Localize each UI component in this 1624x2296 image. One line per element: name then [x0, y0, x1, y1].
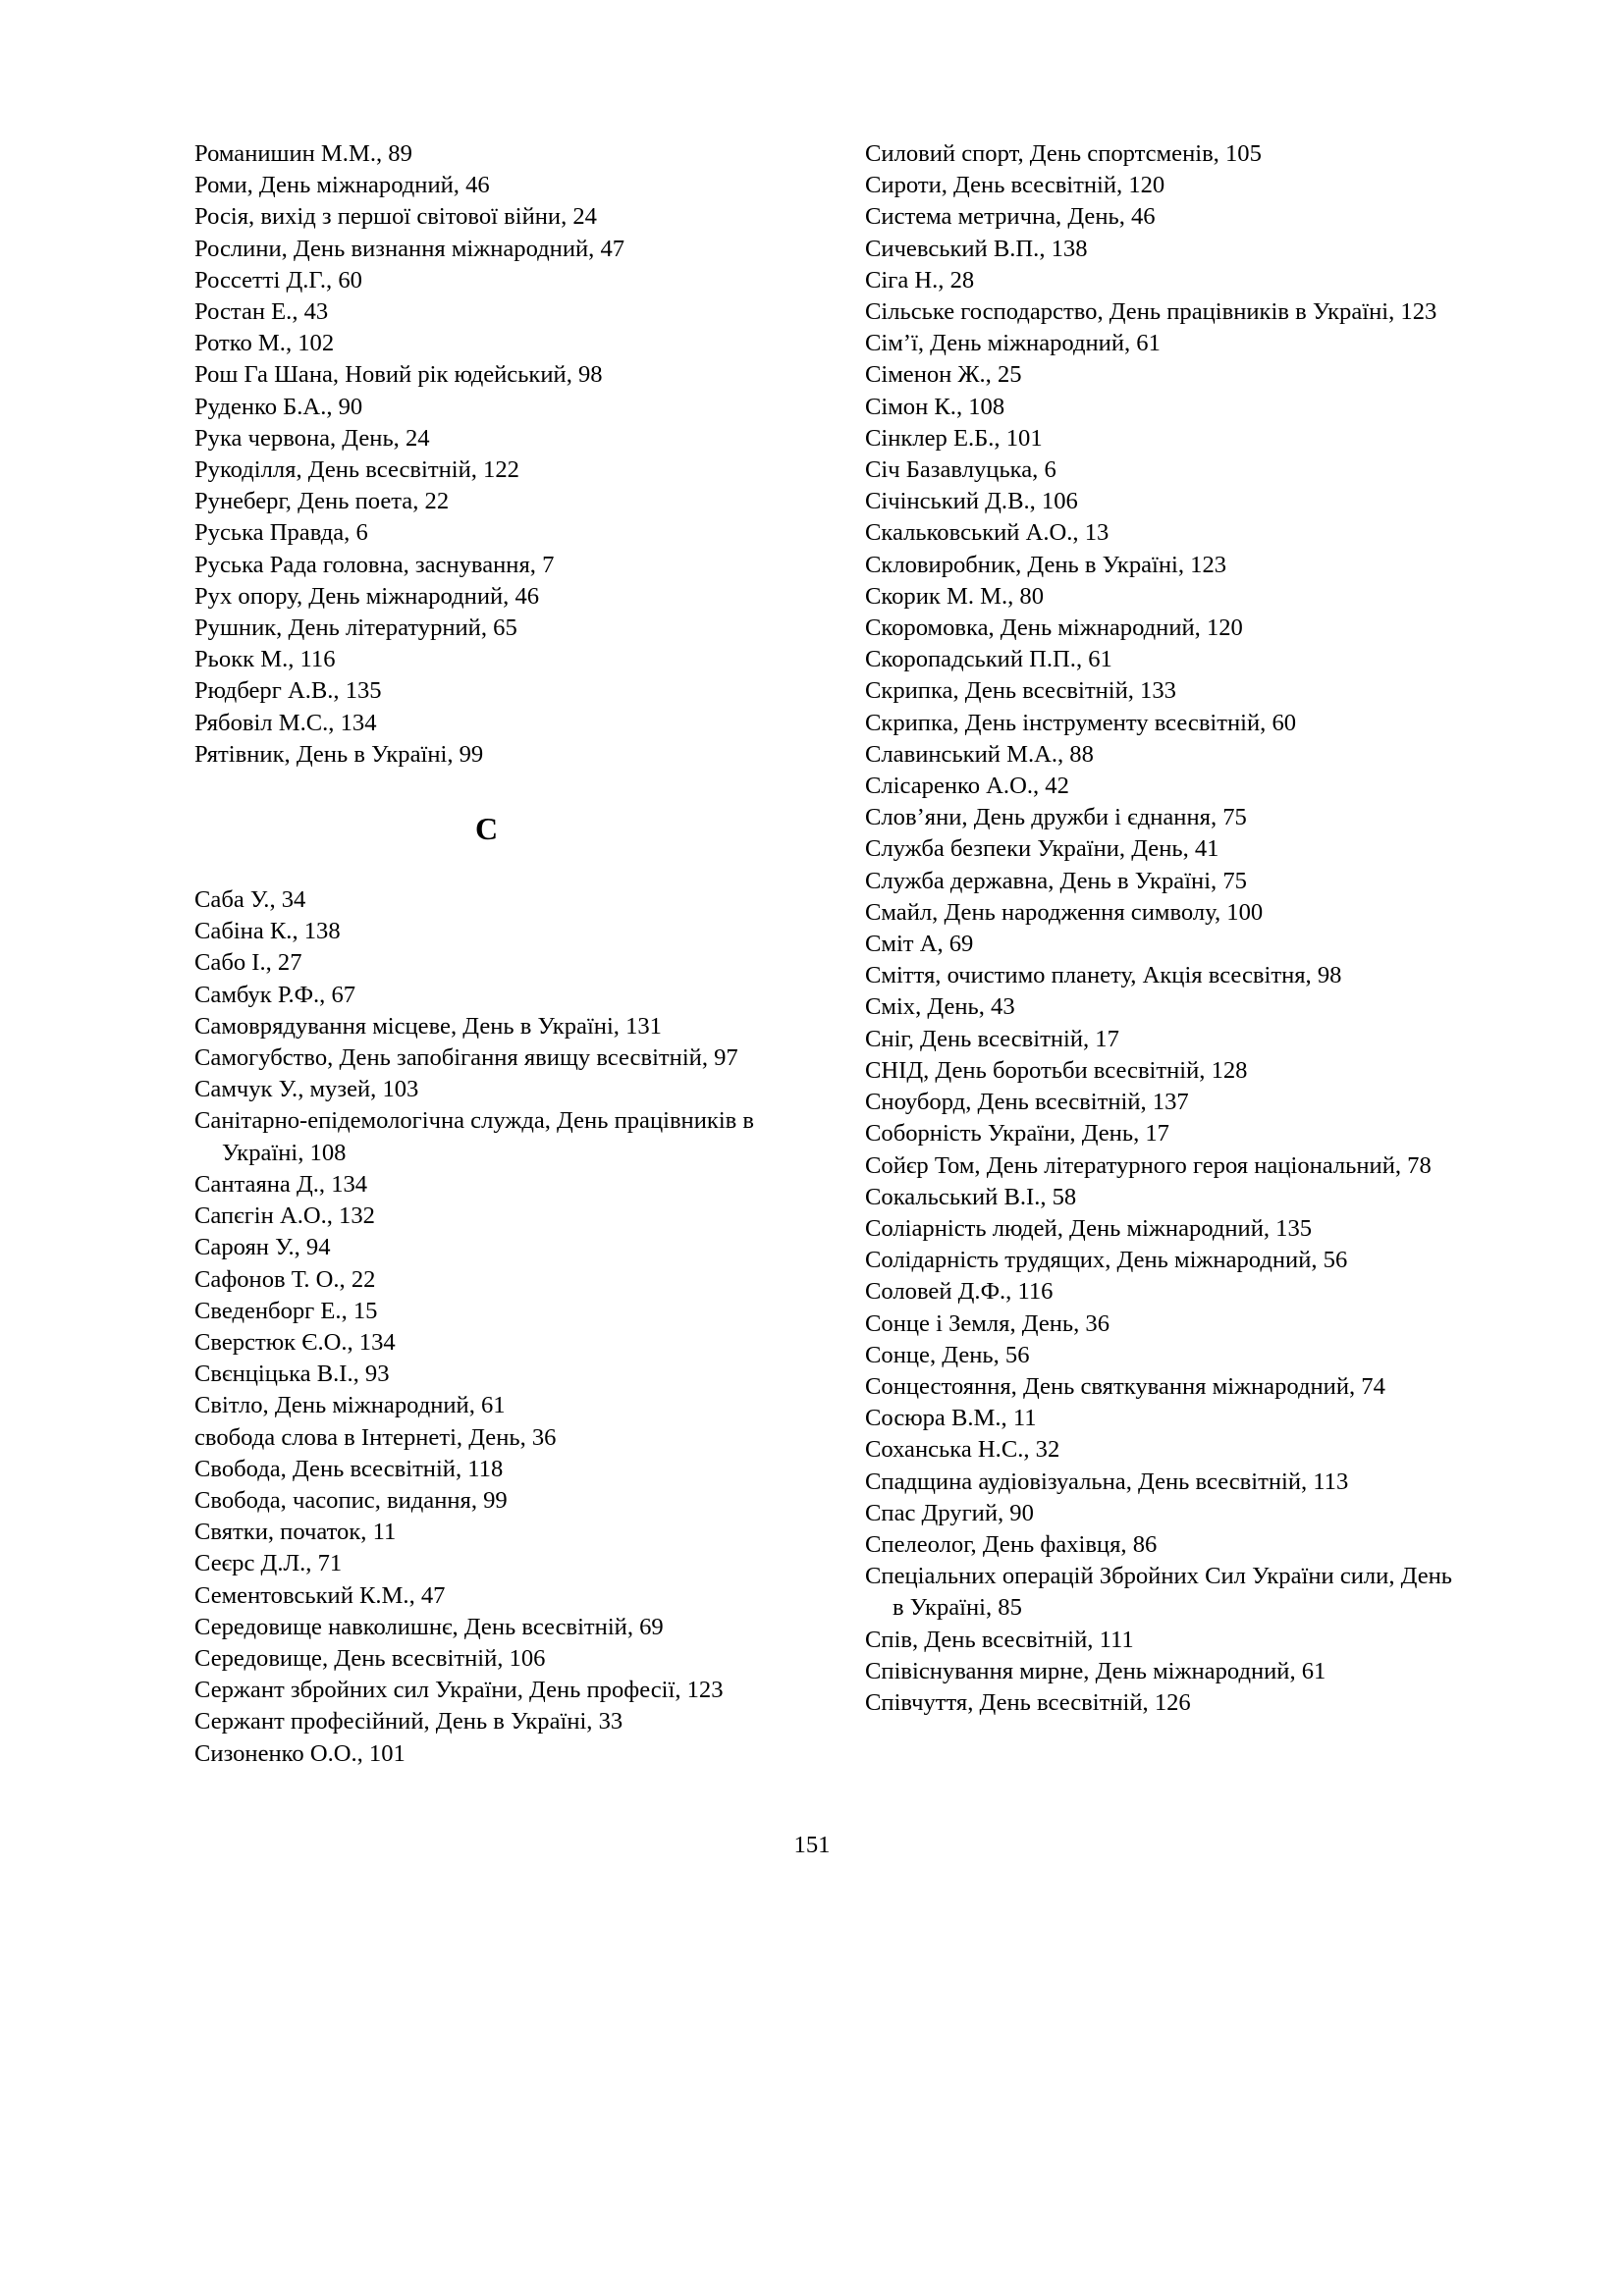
- index-entry: Співіснування мирне, День міжнародний, 61: [865, 1657, 1326, 1684]
- index-entry: Сільське господарство, День працівників в Україні, 123: [865, 298, 1437, 326]
- index-entry: СНІД, День боротьби всесвітній, 128: [865, 1056, 1248, 1084]
- index-entry: Сабіна К., 138: [194, 918, 341, 945]
- index-entry: Сім’ї, День міжнародний, 61: [865, 330, 1161, 357]
- index-entry: Свобода, часопис, видання, 99: [194, 1486, 508, 1514]
- index-entry: Рьокк М., 116: [194, 646, 336, 673]
- index-entry: Спеціальних операцій Збройних Сил України сили, День в Україні, 85: [865, 1563, 1452, 1622]
- index-entry: Ростан Е., 43: [194, 298, 329, 326]
- index-entry: Романишин М.М., 89: [194, 140, 412, 167]
- index-entry: Сержант збройних сил України, День професії, 123: [194, 1677, 724, 1704]
- index-entry: Спадщина аудіовізуальна, День всесвітній, 113: [865, 1468, 1349, 1495]
- index-entry: Сміття, очистимо планету, Акція всесвітня, 98: [865, 962, 1342, 989]
- index-entry: Соловей Д.Ф., 116: [865, 1278, 1054, 1306]
- index-entry: Сантаяна Д., 134: [194, 1170, 368, 1198]
- index-entry: Сержант професійний, День в Україні, 33: [194, 1708, 623, 1735]
- index-entry: Система метрична, День, 46: [865, 203, 1156, 231]
- index-entry: Служба безпеки України, День, 41: [865, 835, 1219, 863]
- index-entry: Спів, День всесвітній, 111: [865, 1626, 1134, 1653]
- index-entries-s-right: [865, 138, 1454, 1719]
- index-entry: Самоврядування місцеве, День в Україні, 131: [194, 1012, 662, 1040]
- index-entry: Скрипка, День інструменту всесвітній, 60: [865, 709, 1297, 736]
- index-entry: Слісаренко А.О., 42: [865, 773, 1069, 800]
- index-column-right: [865, 138, 1454, 1719]
- index-entry: Соханська Н.С., 32: [865, 1436, 1060, 1464]
- index-entry: Сіга Н., 28: [865, 266, 975, 294]
- index-entry: Силовий спорт, День спортсменів, 105: [865, 140, 1262, 167]
- index-entry: Свєнціцька В.І., 93: [194, 1361, 390, 1388]
- index-entry: Сведенборг Е., 15: [194, 1297, 378, 1324]
- index-entry: Січінський Д.В., 106: [865, 488, 1078, 515]
- index-entry: Сніг, День всесвітній, 17: [865, 1025, 1119, 1052]
- index-entry: Роми, День міжнародний, 46: [194, 172, 490, 199]
- index-entry: Свобода, День всесвітній, 118: [194, 1455, 504, 1482]
- index-entry: Сафонов Т. О., 22: [194, 1265, 376, 1293]
- index-entry: Рятівник, День в Україні, 99: [194, 740, 484, 768]
- index-entry: Смайл, День народження символу, 100: [865, 898, 1264, 926]
- index-entry: Сверстюк Є.О., 134: [194, 1328, 396, 1356]
- index-entry: Середовище навколишнє, День всесвітній, 69: [194, 1613, 664, 1640]
- index-entry: Руська Рада головна, заснування, 7: [194, 551, 555, 578]
- index-entry: Сизоненко О.О., 101: [194, 1739, 406, 1767]
- index-entry: Скорик М. М., 80: [865, 582, 1045, 610]
- index-entry: Рош Га Шана, Новий рік юдейський, 98: [194, 361, 603, 389]
- index-entry: Руська Правда, 6: [194, 519, 368, 547]
- index-entry: Святки, початок, 11: [194, 1519, 397, 1546]
- index-entry: Рюдберг А.В., 135: [194, 677, 382, 705]
- index-entry: Сіменон Ж., 25: [865, 361, 1022, 389]
- index-entries-s-left: [194, 884, 779, 1770]
- index-entry: Сінклер Е.Б., 101: [865, 424, 1043, 452]
- index-entry: Сонцестояння, День святкування міжнародний, 74: [865, 1372, 1385, 1400]
- index-entry: Россетті Д.Г., 60: [194, 266, 362, 294]
- index-entry: Січ Базавлуцька, 6: [865, 456, 1056, 484]
- index-entry: Сміх, День, 43: [865, 993, 1015, 1021]
- index-entry: Скальковський А.О., 13: [865, 519, 1110, 547]
- index-entry: Сароян У., 94: [194, 1234, 331, 1261]
- index-entry: Сапєгін А.О., 132: [194, 1202, 375, 1230]
- index-entry: Саба У., 34: [194, 886, 306, 914]
- index-entry: Руденко Б.А., 90: [194, 393, 363, 420]
- index-entry: Рух опору, День міжнародний, 46: [194, 582, 540, 610]
- index-entry: Соліарність людей, День міжнародний, 135: [865, 1214, 1313, 1242]
- index-entry: Самчук У., музей, 103: [194, 1076, 419, 1103]
- index-entry: Сокальський В.І., 58: [865, 1183, 1077, 1210]
- section-letter-heading: С: [474, 811, 499, 847]
- index-entry: Скоромовка, День міжнародний, 120: [865, 614, 1243, 642]
- index-entry: Сироти, День всесвітній, 120: [865, 172, 1165, 199]
- index-entry: Скоропадський П.П., 61: [865, 646, 1112, 673]
- index-entry: Рослини, День визнання міжнародний, 47: [194, 235, 625, 262]
- index-entry: Скрипка, День всесвітній, 133: [865, 677, 1176, 705]
- index-entry: Рунеберг, День поета, 22: [194, 488, 450, 515]
- index-entry: Сосюра В.М., 11: [865, 1405, 1037, 1432]
- index-entries-r: [194, 138, 779, 771]
- index-entry: Славинський М.А., 88: [865, 740, 1094, 768]
- index-entry: Сичевський В.П., 138: [865, 235, 1088, 262]
- page-number: 151: [793, 1832, 831, 1858]
- index-entry: Росія, вихід з першої світової війни, 24: [194, 203, 597, 231]
- index-entry: Сонце, День, 56: [865, 1341, 1030, 1368]
- index-entry: Санітарно-епідемологічна служда, День працівників в Україні, 108: [194, 1107, 755, 1166]
- index-entry: Світло, День міжнародний, 61: [194, 1392, 506, 1419]
- index-entry: Сеєрс Д.Л., 71: [194, 1550, 343, 1577]
- index-entry: Солідарність трудящих, День міжнародний, 56: [865, 1247, 1348, 1274]
- index-entry: Спас Другий, 90: [865, 1499, 1034, 1526]
- index-entry: Самбук Р.Ф., 67: [194, 981, 356, 1008]
- index-entry: Сноуборд, День всесвітній, 137: [865, 1089, 1189, 1116]
- index-entry: Слов’яни, День дружби і єднання, 75: [865, 804, 1247, 831]
- index-entry: Сабо І., 27: [194, 949, 302, 977]
- index-entry: Самогубство, День запобігання явищу всесвітній, 97: [194, 1044, 738, 1072]
- index-entry: Сонце і Земля, День, 36: [865, 1309, 1110, 1337]
- index-entry: свобода слова в Інтернеті, День, 36: [194, 1423, 557, 1451]
- index-entry: Скловиробник, День в Україні, 123: [865, 551, 1227, 578]
- index-entry: Рябовіл М.С., 134: [194, 709, 377, 736]
- index-entry: Рукоділля, День всесвітній, 122: [194, 456, 519, 484]
- index-entry: Служба державна, День в Україні, 75: [865, 867, 1247, 894]
- index-entry: Співчуття, День всесвітній, 126: [865, 1688, 1191, 1716]
- index-entry: Соборність України, День, 17: [865, 1120, 1169, 1148]
- index-column-left: [194, 138, 779, 1770]
- index-entry: Сойєр Том, День літературного героя національний, 78: [865, 1151, 1432, 1179]
- index-entry: Сімон К., 108: [865, 393, 1005, 420]
- index-entry: Середовище, День всесвітній, 106: [194, 1644, 546, 1672]
- index-entry: Сміт А, 69: [865, 931, 974, 958]
- index-entry: Рушник, День літературний, 65: [194, 614, 517, 642]
- index-entry: Сементовський К.М., 47: [194, 1581, 446, 1609]
- index-entry: Рука червона, День, 24: [194, 424, 430, 452]
- index-entry: Спелеолог, День фахівця, 86: [865, 1530, 1158, 1558]
- index-entry: Ротко М., 102: [194, 330, 335, 357]
